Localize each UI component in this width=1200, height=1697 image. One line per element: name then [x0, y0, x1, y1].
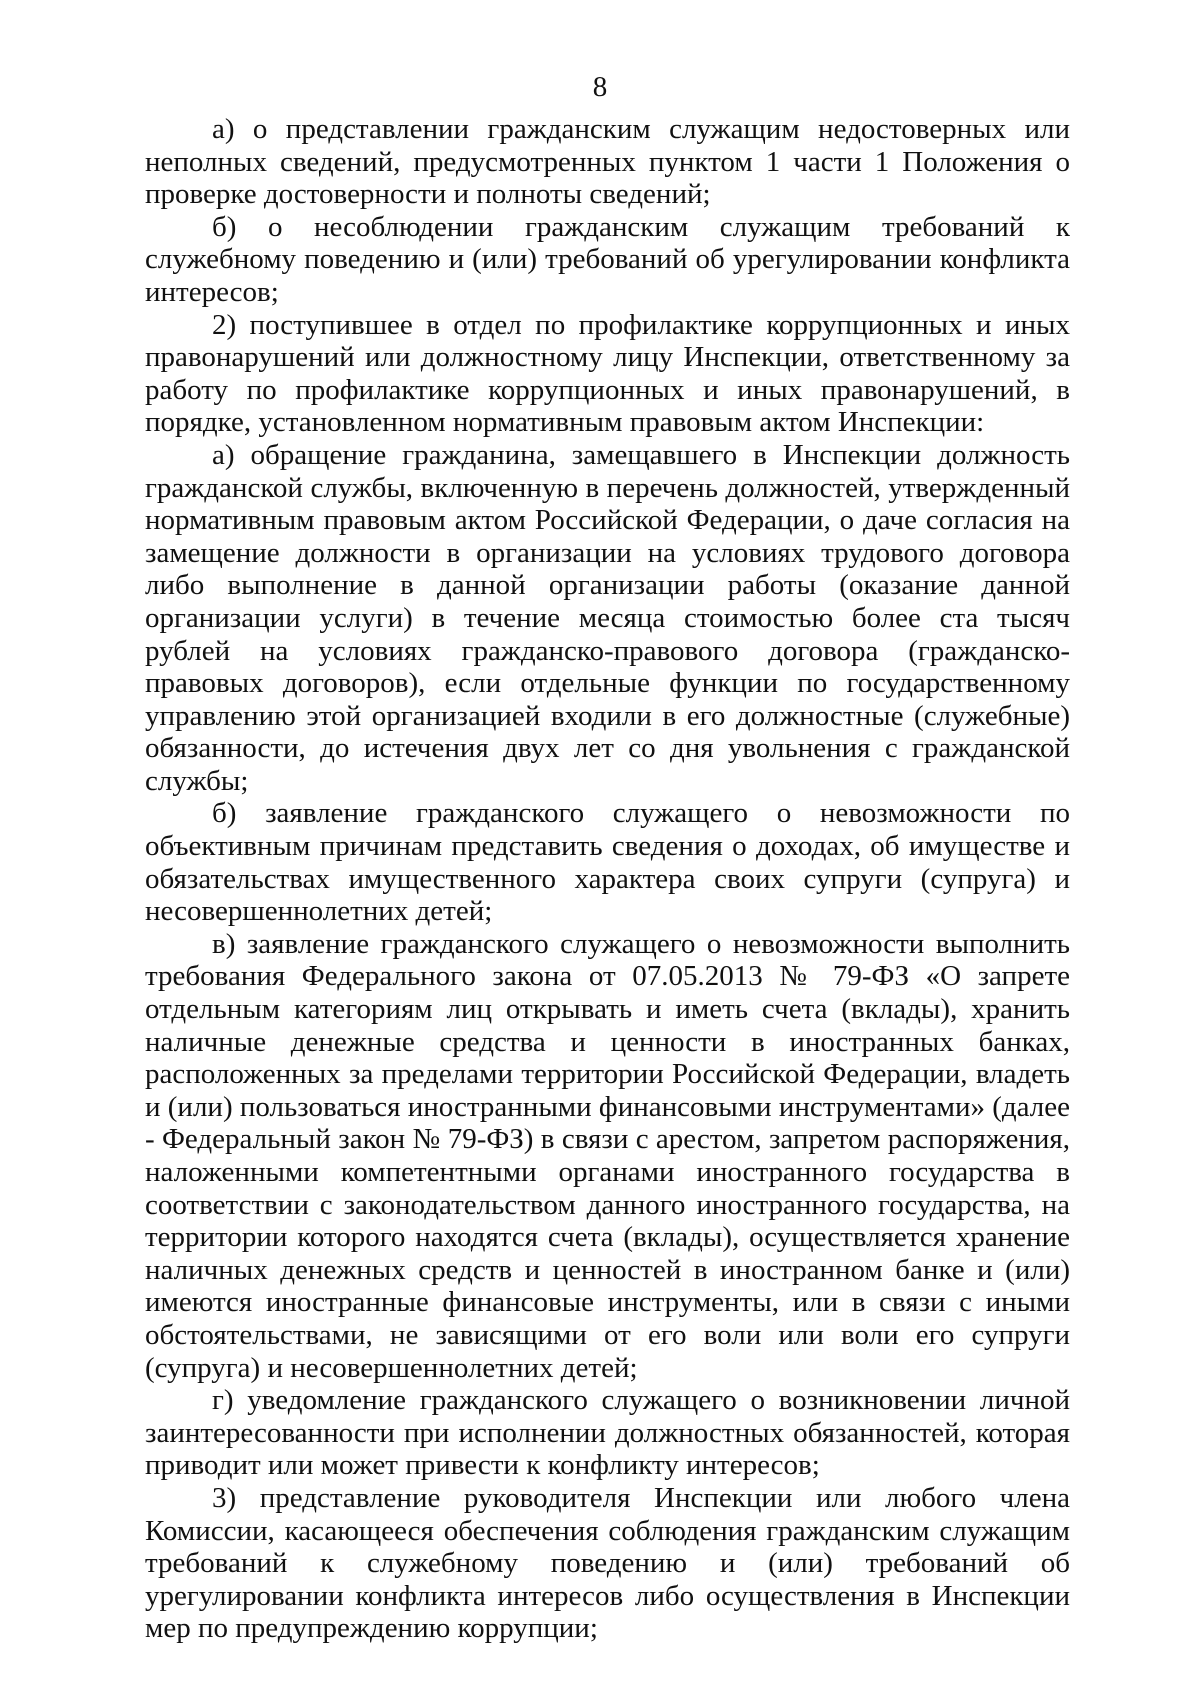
paragraph-2-received-documents: 2) поступившее в отдел по профилактике коррупционных и иных правонарушений или должностному лицу Инспекции, ответственному за работу по профилактике коррупционных и иных правонарушений, в порядке, установленном нормативным правовым актом Инспекции: — [145, 308, 1070, 439]
paragraph-2a-citizen-appeal: а) обращение гражданина, замещавшего в Инспекции должность гражданской службы, включенную в перечень должностей, утвержденный нормативным правовым актом Российской Федерации, о даче согласия на замещение должности в организации на условиях трудового договора либо выполнение в данной организации работы (оказание данной организации услуги) в течение месяца стоимостью более ста тысяч рублей на условиях гражданско-правового договора (гражданско-правовых договоров), если отдельные функции по государственному управлению этой организацией входили в его должностные (служебные) обязанности, до истечения двух лет со дня увольнения с гражданской службы; — [145, 438, 1070, 797]
paragraph-2v-foreign-accounts: в) заявление гражданского служащего о невозможности выполнить требования Федерального закона от 07.05.2013 № 79-ФЗ «О запрете отдельным категориям лиц открывать и иметь счета (вклады), хранить наличные денежные средства и ценности в иностранных банках, расположенных за пределами территории Российской Федерации, владеть и (или) пользоваться иностранными финансовыми инструментами» (далее - Федеральный закон № 79-ФЗ) в связи с арестом, запретом распоряжения, наложенными компетентными органами иностранного государства в соответствии с законодательством данного иностранного государства, на территории которого находятся счета (вклады), осуществляется хранение наличных денежных средств и ценностей в иностранном банке и (или) имеются иностранные финансовые инструменты, или в связи с иными обстоятельствами, не зависящими от его воли или воли его супруги (супруга) и несовершеннолетних детей; — [145, 927, 1071, 1384]
paragraph-2g-conflict-notice: г) уведомление гражданского служащего о возникновении личной заинтересованности при исполнении должностных обязанностей, которая приводит или может привести к конфликту интересов; — [145, 1384, 1070, 1482]
document-body — [145, 113, 1070, 1645]
paragraph-1a-unreliable-info: а) о представлении гражданским служащим недостоверных или неполных сведений, предусмотренных пунктом 1 части 1 Положения о проверке достоверности и полноты сведений; — [145, 113, 1070, 211]
paragraph-2b-income-statement: б) заявление гражданского служащего о невозможности по объективным причинам представить сведения о доходах, об имуществе и обязательствах имущественного характера своих супруги (супруга) и несовершеннолетних детей; — [145, 797, 1070, 928]
paragraph-3-head-submission: 3) представление руководителя Инспекции или любого члена Комиссии, касающееся обеспечения соблюдения гражданским служащим требований к служебному поведению и (или) требований об урегулировании конфликта интересов либо осуществления в Инспекции мер по предупреждению коррупции; — [145, 1481, 1070, 1645]
paragraph-1b-conduct-violation: б) о несоблюдении гражданским служащим требований к служебному поведению и (или) требований об урегулировании конфликта интересов; — [145, 210, 1070, 308]
page-number: 8 — [592, 71, 608, 103]
